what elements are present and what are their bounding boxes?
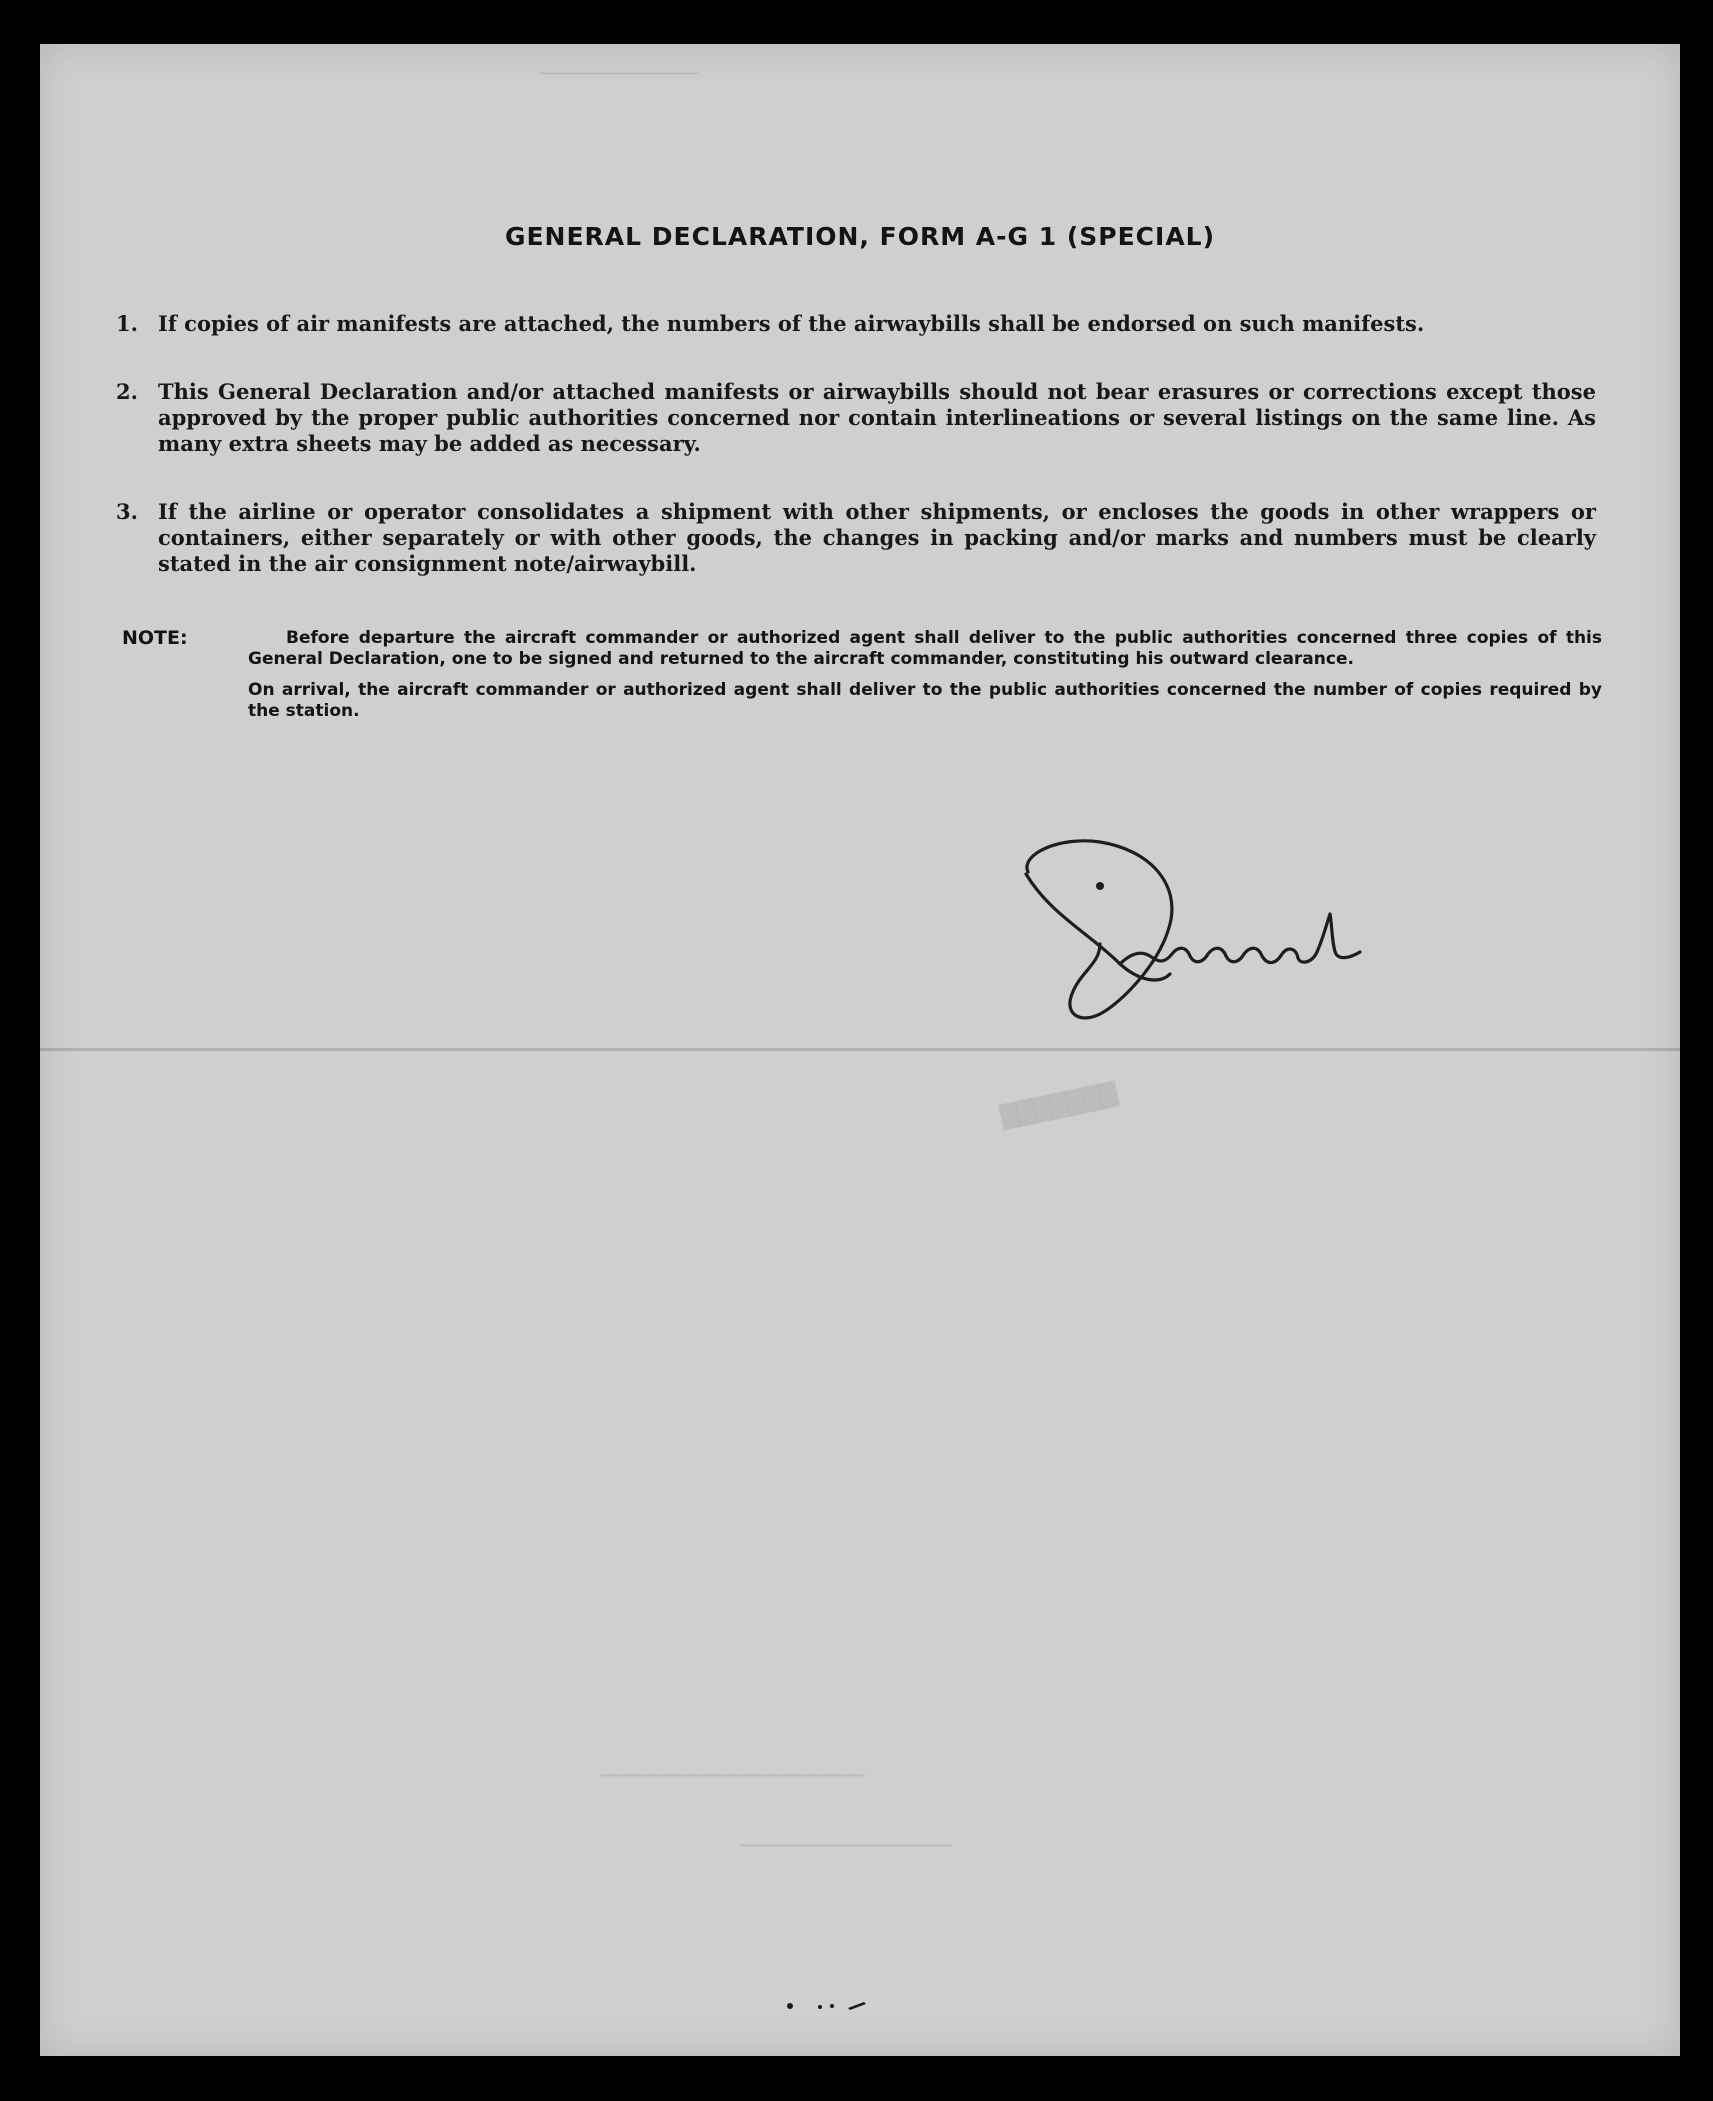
note-section [122, 628, 1602, 722]
bleed-through-mark: ███████ [998, 1081, 1120, 1132]
ink-specks [780, 1994, 900, 2014]
signature-dot [1096, 882, 1104, 890]
item-number: 2. [116, 379, 138, 404]
form-title: GENERAL DECLARATION, FORM A-G 1 (SPECIAL) [504, 222, 1216, 251]
item-text: If the airline or operator consolidates a shipment with other shipments, or encloses the goods in other wrappers or containers, either separately or with other goods, the changes in packing and/or marks and numbers must be clearly stated in the air consignment note/airwaybill. [158, 499, 1596, 576]
instruction-item-1 [116, 311, 1596, 337]
note-paragraph: Before departure the aircraft commander or authorized agent shall deliver to the public authorities concerned three copies of this General Declaration, one to be signed and returned to the aircraft commander, constituting his outward clearance. [248, 628, 1602, 669]
document-page [40, 44, 1680, 2056]
item-number: 3. [116, 499, 138, 524]
item-text: This General Declaration and/or attached manifests or airwaybills should not bear erasures or corrections except those approved by the proper public authorities concerned nor contain interlineations or several listings on the same line. As many extra sheets may be added as necessary. [158, 379, 1596, 456]
handwritten-signature [980, 814, 1420, 1054]
bleed-through-mark: ──────────── [540, 62, 699, 87]
note-paragraph: On arrival, the aircraft commander or authorized agent shall deliver to the public authorities concerned the number of copies required by the station. [248, 680, 1602, 721]
fold-crease [40, 1048, 1680, 1051]
note-label: NOTE: [122, 627, 188, 649]
item-text: If copies of air manifests are attached, the numbers of the airwaybills shall be endorsed on such manifests. [158, 311, 1425, 336]
instruction-item-2 [116, 379, 1596, 457]
bleed-through-mark: ──────────────────── [600, 1764, 865, 1789]
instruction-item-3 [116, 499, 1596, 577]
item-number: 1. [116, 311, 138, 336]
bleed-through-mark: ──────────────── [740, 1834, 952, 1859]
